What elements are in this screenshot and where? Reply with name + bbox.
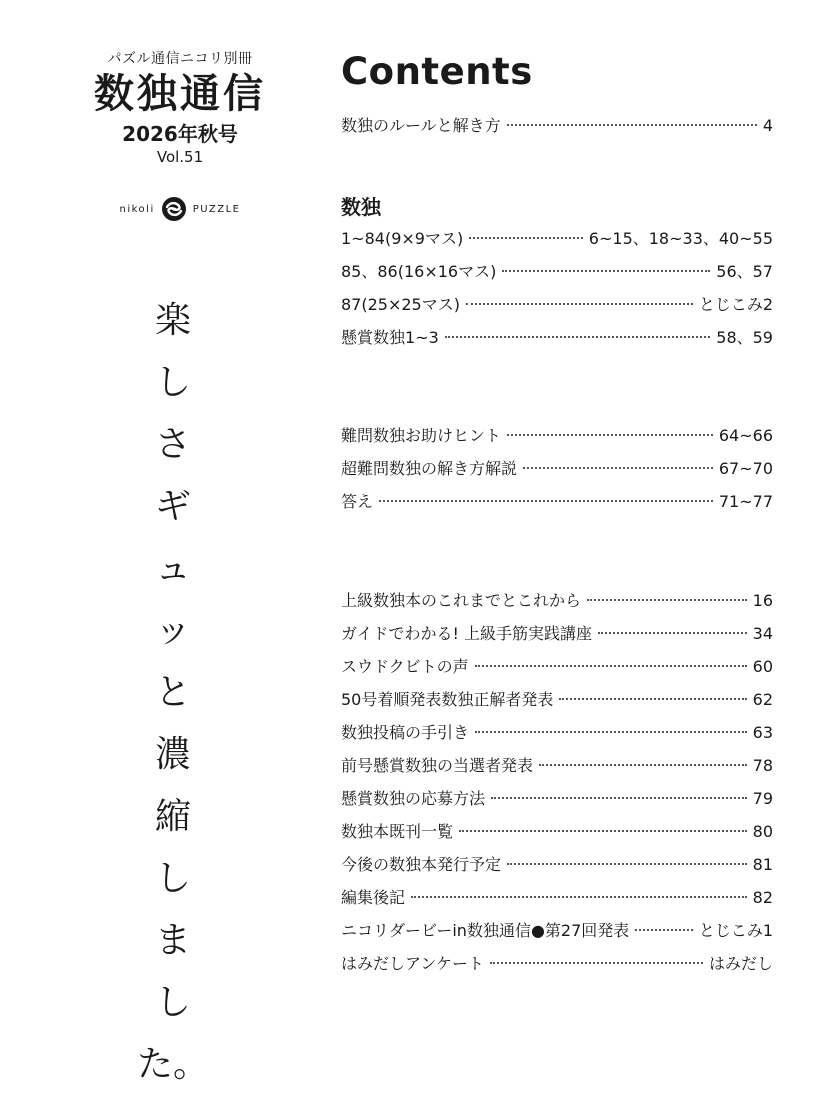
toc-entry-label: 懸賞数独1~3 — [341, 328, 439, 347]
toc-sudoku-section — [341, 192, 773, 354]
tagline-char: ま — [154, 920, 191, 961]
table-of-contents — [341, 50, 773, 980]
toc-entry-label: 1~84(9×9マス) — [341, 229, 464, 248]
toc-leader-dots — [507, 434, 713, 436]
toc-entry-page: 67~70 — [718, 459, 773, 478]
toc-entry-label: 超難問数独の解き方解説 — [341, 459, 518, 478]
toc-articles-section — [341, 584, 773, 980]
tagline-vertical — [137, 290, 210, 1096]
toc-entry-page: はみだし — [708, 954, 773, 973]
toc-entry-page: 16 — [752, 591, 773, 610]
toc-entry-label: 編集後記 — [341, 888, 406, 907]
toc-entry-label: 答え — [341, 492, 374, 511]
toc-leader-dots — [475, 665, 747, 667]
toc-entry-label: 50号着順発表数独正解者発表 — [341, 690, 554, 709]
toc-entry[interactable] — [341, 848, 773, 881]
toc-entry[interactable] — [341, 222, 773, 255]
toc-entry[interactable] — [341, 716, 773, 749]
toc-entry[interactable] — [341, 782, 773, 815]
toc-entry-page: 60 — [752, 657, 773, 676]
section-heading: 数独 — [341, 195, 381, 219]
toc-entry-page: とじこみ2 — [698, 295, 773, 314]
toc-entry[interactable] — [341, 650, 773, 683]
toc-entry-page: 58、59 — [716, 328, 773, 347]
tagline-char: し — [154, 982, 191, 1023]
toc-entry[interactable] — [341, 914, 773, 947]
toc-entry[interactable] — [341, 617, 773, 650]
toc-entry-page: 80 — [752, 822, 773, 841]
toc-entry-page: 64~66 — [718, 426, 773, 445]
tagline-char: 楽 — [154, 300, 191, 341]
toc-leader-dots — [523, 467, 713, 469]
brand-left-text: nikoli — [119, 203, 155, 215]
toc-entry[interactable] — [341, 815, 773, 848]
tagline-char: 濃 — [154, 734, 191, 775]
toc-leader-dots — [539, 764, 747, 766]
toc-entry[interactable] — [341, 584, 773, 617]
toc-entry-page: 34 — [752, 624, 773, 643]
toc-entry-page: 79 — [752, 789, 773, 808]
toc-entry-page: 71~77 — [718, 492, 773, 511]
tagline-char: た。 — [137, 1044, 210, 1085]
toc-entry-label: 懸賞数独の応募方法 — [341, 789, 486, 808]
tagline-char: と — [154, 672, 191, 713]
toc-entry-page: 63 — [752, 723, 773, 742]
toc-entry-label: 難問数独お助けヒント — [341, 426, 502, 445]
toc-entry-label: はみだしアンケート — [341, 954, 485, 973]
toc-entry-label: ニコリダービーin数独通信●第27回発表 — [341, 921, 630, 940]
toc-entry-page: 78 — [752, 756, 773, 775]
toc-entry[interactable] — [341, 452, 773, 485]
toc-leader-dots — [379, 500, 713, 502]
toc-entry-page: とじこみ1 — [698, 921, 773, 940]
toc-leader-dots — [469, 237, 583, 239]
toc-leader-dots — [459, 830, 747, 832]
tagline-char: ッ — [154, 610, 191, 651]
toc-help-section — [341, 419, 773, 518]
magazine-title: 数独通信 — [94, 71, 266, 117]
toc-entry-label: 上級数独本のこれまでとこれから — [341, 591, 582, 610]
toc-entry-page: 82 — [752, 888, 773, 907]
toc-entry[interactable] — [341, 255, 773, 288]
cover-block — [60, 40, 300, 222]
contents-title: Contents — [341, 50, 533, 93]
toc-entry[interactable] — [341, 109, 773, 142]
series-name: パズル通信ニコリ別冊 — [107, 51, 253, 67]
nikoli-logo-icon — [161, 196, 187, 222]
toc-leader-dots — [445, 336, 710, 338]
toc-entry[interactable] — [341, 881, 773, 914]
toc-leader-dots — [507, 124, 757, 126]
toc-leader-dots — [491, 797, 747, 799]
toc-entry-label: 数独投稿の手引き — [341, 723, 470, 742]
toc-entry-page: 81 — [752, 855, 773, 874]
volume-label: Vol.51 — [156, 148, 204, 166]
toc-leader-dots — [411, 896, 747, 898]
toc-leader-dots — [475, 731, 747, 733]
toc-entry[interactable] — [341, 321, 773, 354]
tagline-char: し — [154, 362, 191, 403]
toc-entry[interactable] — [341, 485, 773, 518]
toc-entry[interactable] — [341, 288, 773, 321]
toc-entry-page: 6~15、18~33、40~55 — [588, 229, 773, 248]
toc-entry[interactable] — [341, 419, 773, 452]
toc-entry-label: 85、86(16×16マス) — [341, 262, 497, 281]
toc-leader-dots — [598, 632, 747, 634]
tagline-char: し — [154, 858, 191, 899]
toc-entry-label: 前号懸賞数独の当選者発表 — [341, 756, 534, 775]
toc-leader-dots — [507, 863, 747, 865]
toc-leader-dots — [502, 270, 710, 272]
toc-entry-label: 87(25×25マス) — [341, 295, 460, 314]
toc-entry[interactable] — [341, 749, 773, 782]
tagline-char: ュ — [154, 548, 191, 589]
toc-entry-label: 今後の数独本発行予定 — [341, 855, 502, 874]
brand-right-text: PUZZLE — [192, 203, 241, 215]
tagline-char: 縮 — [154, 796, 191, 837]
toc-leader-dots — [587, 599, 747, 601]
toc-leader-dots — [559, 698, 746, 700]
toc-entry-page: 56、57 — [716, 262, 773, 281]
toc-entry-label: 数独本既刊一覧 — [341, 822, 454, 841]
toc-intro — [341, 109, 773, 142]
issue-label: 2026年秋号 — [122, 122, 238, 146]
publisher-brand — [60, 196, 300, 222]
toc-leader-dots — [466, 303, 693, 305]
toc-entry-page: 4 — [762, 116, 773, 135]
toc-entry-label: スウドクビトの声 — [341, 657, 469, 676]
tagline-char: さ — [154, 424, 191, 465]
toc-leader-dots — [635, 929, 693, 931]
toc-entry-label: 数独のルールと解き方 — [341, 116, 501, 135]
toc-entry[interactable] — [341, 947, 773, 980]
tagline-char: ギ — [154, 486, 191, 527]
toc-entry[interactable] — [341, 683, 773, 716]
toc-leader-dots — [490, 962, 703, 964]
toc-entry-label: ガイドでわかる! 上級手筋実践講座 — [341, 624, 593, 643]
toc-entry-page: 62 — [752, 690, 773, 709]
